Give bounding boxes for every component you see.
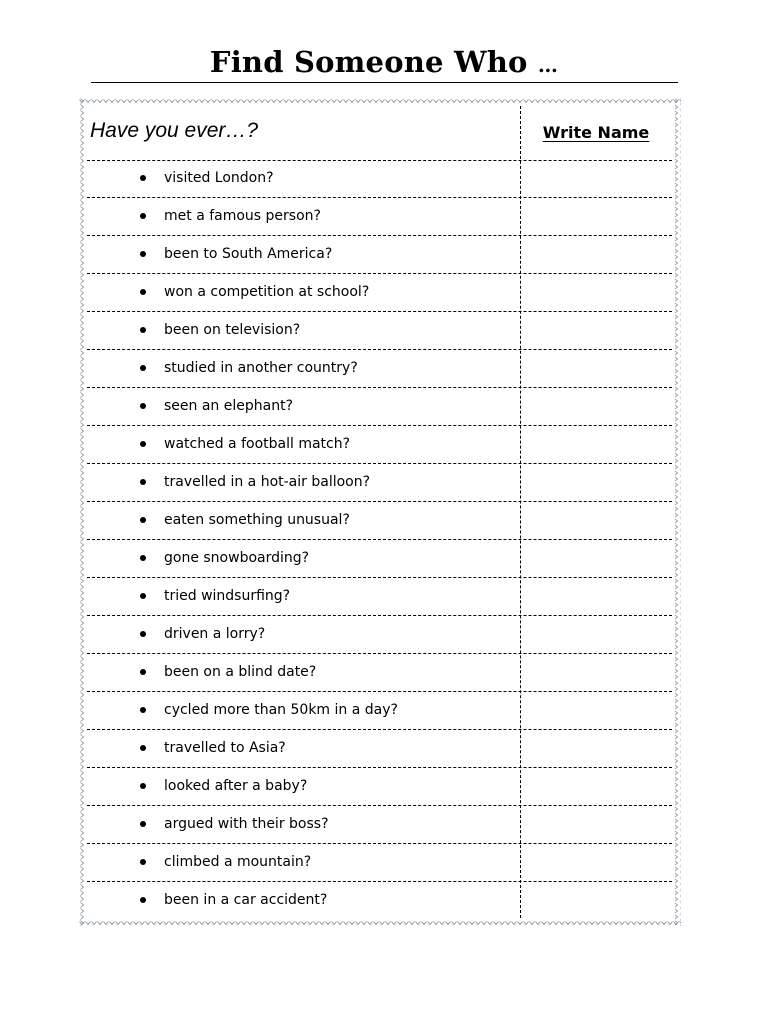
bullet-icon [140,859,146,865]
question-text: been on television? [164,322,301,338]
table-row [87,160,672,198]
name-entry-cell[interactable] [521,578,672,615]
question-column-header: Have you ever…? [90,119,259,142]
table-row [87,312,672,350]
table-header-row [87,106,672,161]
question-text: eaten something unusual? [164,512,350,528]
table-row [87,502,672,540]
bullet-icon [140,403,146,409]
question-text: been to South America? [164,246,333,262]
table-row [87,806,672,844]
name-entry-cell[interactable] [521,768,672,805]
name-entry-cell[interactable] [521,274,672,311]
bullet-icon [140,517,146,523]
question-text: studied in another country? [164,360,358,376]
name-entry-cell[interactable] [521,730,672,767]
table-row [87,768,672,806]
column-divider [520,106,521,918]
name-entry-cell[interactable] [521,350,672,387]
bullet-icon [140,669,146,675]
table-row [87,426,672,464]
page-title-text: Find Someone Who [209,45,528,79]
table-row [87,274,672,312]
bullet-icon [140,365,146,371]
name-entry-cell[interactable] [521,464,672,501]
worksheet-table [79,98,681,926]
question-text: gone snowboarding? [164,550,310,566]
bullet-icon [140,897,146,903]
name-column-header: Write Name [542,123,650,142]
question-text: met a famous person? [164,208,321,224]
question-text: looked after a baby? [164,778,308,794]
name-entry-cell[interactable] [521,844,672,881]
table-row [87,388,672,426]
table-row [87,654,672,692]
page-title-ellipsis: … [537,53,559,77]
name-entry-cell[interactable] [521,806,672,843]
bullet-icon [140,327,146,333]
name-entry-cell[interactable] [521,692,672,729]
bullet-icon [140,479,146,485]
name-entry-cell[interactable] [521,882,672,919]
page-title [0,42,768,82]
name-entry-cell[interactable] [521,616,672,653]
question-text: driven a lorry? [164,626,266,642]
question-text: seen an elephant? [164,398,293,414]
question-text: been in a car accident? [164,892,328,908]
table-grid [87,106,672,918]
table-row [87,350,672,388]
table-row [87,236,672,274]
name-entry-cell[interactable] [521,236,672,273]
table-row [87,882,672,919]
bullet-icon [140,251,146,257]
name-entry-cell[interactable] [521,426,672,463]
question-text: travelled to Asia? [164,740,286,756]
question-text: won a competition at school? [164,284,370,300]
bullet-icon [140,441,146,447]
question-text: argued with their boss? [164,816,329,832]
table-row [87,578,672,616]
bullet-icon [140,593,146,599]
table-row [87,616,672,654]
name-entry-cell[interactable] [521,502,672,539]
name-entry-cell[interactable] [521,654,672,691]
table-row [87,464,672,502]
table-row [87,730,672,768]
question-text: travelled in a hot-air balloon? [164,474,371,490]
question-text: watched a football match? [164,436,351,452]
bullet-icon [140,555,146,561]
table-row [87,692,672,730]
name-entry-cell[interactable] [521,312,672,349]
name-entry-cell[interactable] [521,388,672,425]
bullet-icon [140,213,146,219]
bullet-icon [140,783,146,789]
name-entry-cell[interactable] [521,540,672,577]
question-text: been on a blind date? [164,664,317,680]
question-text: climbed a mountain? [164,854,312,870]
title-underline [91,82,678,83]
question-text: cycled more than 50km in a day? [164,702,398,718]
bullet-icon [140,289,146,295]
bullet-icon [140,175,146,181]
table-row [87,540,672,578]
name-entry-cell[interactable] [521,198,672,235]
bullet-icon [140,745,146,751]
table-rows [87,160,672,919]
table-row [87,198,672,236]
question-text: tried windsurfing? [164,588,291,604]
bullet-icon [140,821,146,827]
table-row [87,844,672,882]
question-text: visited London? [164,170,274,186]
bullet-icon [140,707,146,713]
name-entry-cell[interactable] [521,160,672,197]
bullet-icon [140,631,146,637]
